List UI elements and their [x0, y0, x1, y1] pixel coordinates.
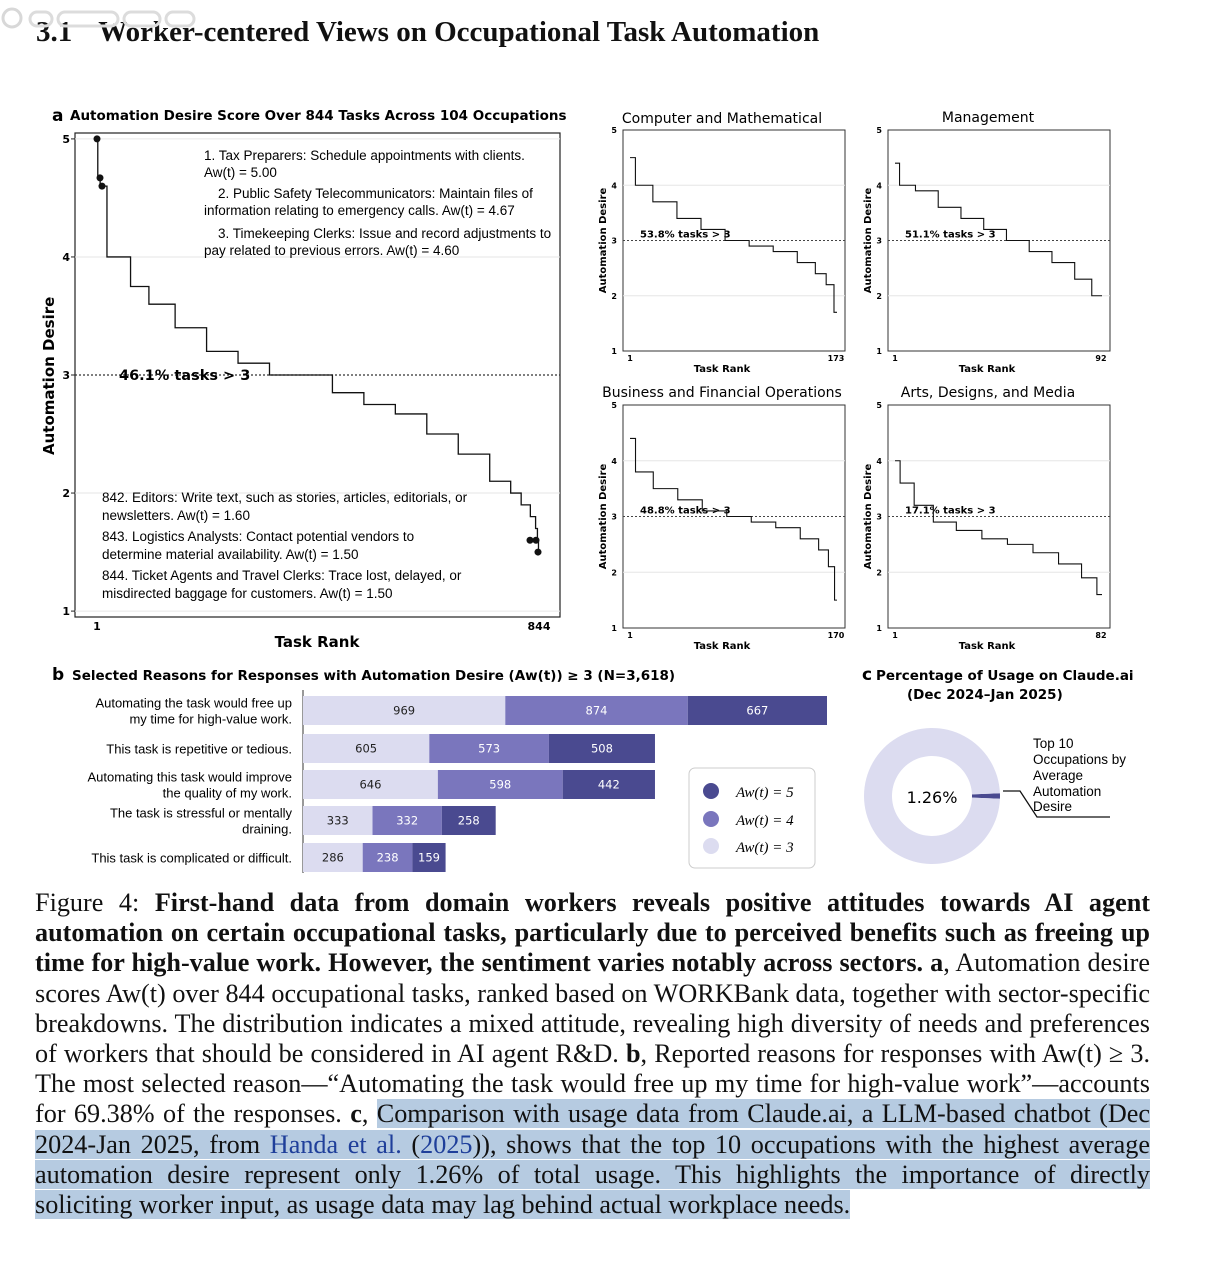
sector-ytick: 4: [611, 181, 617, 191]
panel-c-center-label: 1.26%: [906, 788, 958, 807]
sector-ytick: 3: [876, 236, 882, 246]
sector-title: Management: [941, 110, 1035, 126]
panel-a-marked-point: [99, 183, 106, 190]
caption-highlight: Comparison with usage data from Claude.ai, a LLM-based chatbot (Dec 2024-Jan 2025, from Handa et al. (2025)), shows that the top 10 occupations with the highest average automation desire represent only 1.26% of total usage. This highlights the importance of directly soliciting worker input, as usage data may lag behind actual workplace needs.: [35, 1099, 1151, 1220]
reason-bar-value: 286: [321, 850, 344, 865]
reason-bar-value: 508: [590, 741, 613, 756]
sector-line: [630, 438, 837, 600]
bottom-task-842-line2: newsletters. Aw(t) = 1.60: [102, 508, 250, 523]
panel-a-marked-point: [94, 135, 101, 142]
sector-panels: [598, 110, 1110, 652]
top-task-1-line1: 1. Tax Preparers: Schedule appointments with clients.: [204, 148, 525, 163]
sector-xtick-end: 170: [827, 631, 845, 640]
sector-panel: [863, 385, 1110, 652]
sector-panel: [598, 385, 845, 652]
panel-a-threshold-label: 46.1% tasks > 3: [119, 368, 251, 384]
top-task-2-line1: 2. Public Safety Telecommunicators: Maintain files of: [218, 186, 533, 201]
watermark-icon: [0, 0, 200, 36]
panel-a-xtick-end: 844: [527, 620, 551, 633]
panel-c-title-line2: (Dec 2024–Jan 2025): [907, 687, 1063, 703]
sector-xtick-start: 1: [627, 354, 633, 363]
reason-bar-value: 874: [585, 703, 608, 718]
top-task-3-line2: pay related to previous errors. Aw(t) = 4.60: [204, 243, 460, 258]
sector-ytick: 1: [876, 624, 882, 633]
sector-ylabel: Automation Desire: [863, 463, 874, 570]
reason-bar-value: 332: [396, 813, 419, 828]
reason-label: the quality of my work.: [162, 785, 292, 801]
citation-link-author[interactable]: Handa et al.: [269, 1129, 402, 1159]
top-task-3-line1: 3. Timekeeping Clerks: Issue and record adjustments to: [218, 226, 552, 241]
sector-ylabel: Automation Desire: [863, 187, 874, 294]
sector-ytick: 2: [611, 568, 617, 578]
legend-swatch-3: [703, 838, 719, 854]
panel-c-annotation: [1033, 736, 1126, 814]
sector-ytick: 1: [611, 624, 617, 633]
section-number: 3.1: [36, 16, 73, 48]
reason-bar-value: 605: [355, 741, 378, 756]
sector-xtick-start: 1: [892, 354, 898, 363]
reason-label: Automating the task would free up: [95, 695, 292, 711]
figure-caption: [35, 888, 1150, 1220]
panel-a-yticks: [62, 133, 75, 618]
panel-a-ylabel: Automation Desire: [40, 296, 58, 455]
caption-a-label: a: [930, 948, 944, 978]
panel-a-marked-point: [527, 537, 534, 544]
reason-bar-value: 159: [418, 850, 440, 865]
panel-a: [40, 106, 567, 651]
reason-bar-value: 258: [457, 813, 480, 828]
legend-label-5: Aw(t) = 5: [736, 785, 794, 801]
annotation-line-2: Occupations by: [1033, 752, 1127, 767]
sector-title: Business and Financial Operations: [602, 385, 842, 401]
legend-swatch-5: [703, 783, 719, 799]
caption-b-label: b: [625, 1039, 641, 1069]
reason-label: my time for high-value work.: [129, 711, 292, 727]
sector-ytick: 3: [611, 236, 617, 246]
annotation-line-1: Top 10: [1033, 736, 1074, 751]
sector-ytick: 1: [876, 347, 882, 356]
sector-xtick-start: 1: [627, 631, 633, 640]
top-task-1-line2: Aw(t) = 5.00: [204, 165, 277, 180]
sector-ytick: 5: [876, 126, 882, 135]
annotation-line-4: Automation: [1033, 784, 1102, 799]
sector-xlabel: Task Rank: [693, 364, 751, 375]
panel-a-ytick: 2: [62, 487, 70, 501]
sector-ytick: 2: [876, 568, 882, 578]
sector-threshold-label: 51.1% tasks > 3: [905, 229, 996, 241]
sector-ytick: 5: [876, 401, 882, 410]
section-title: Worker-centered Views on Occupational Task Automation: [98, 16, 820, 48]
reason-label: This task is complicated or difficult.: [91, 850, 292, 866]
reason-bar-value: 969: [393, 703, 416, 718]
panel-b-legend: [689, 768, 815, 868]
reason-bar-value: 646: [359, 777, 382, 792]
annotation-line-3: Average: [1033, 768, 1084, 783]
sector-xlabel: Task Rank: [958, 641, 1016, 652]
caption-c-text1: Comparison with usage data from Claude.ai, a LLM-based chatbot (Dec 2024-Jan 2025, from: [35, 1099, 1151, 1159]
panel-a-ytick: 3: [62, 369, 70, 382]
sector-threshold-label: 17.1% tasks > 3: [905, 505, 996, 517]
sector-ytick: 3: [876, 512, 882, 522]
sector-panel: [863, 110, 1110, 375]
panel-a-ytick: 1: [62, 605, 70, 619]
legend-label-3: Aw(t) = 3: [736, 840, 794, 856]
panel-c-letter: c: [862, 665, 873, 685]
reason-bar-value: 442: [597, 777, 620, 792]
panel-c-title-line1: Percentage of Usage on Claude.ai: [876, 668, 1134, 684]
sector-ylabel: Automation Desire: [598, 187, 609, 294]
bottom-task-844-line2: misdirected baggage for customers. Aw(t) = 1.50: [102, 586, 393, 601]
sector-line: [895, 461, 1102, 595]
panel-a-top-annotations: [204, 148, 551, 258]
reason-bar-value: 598: [489, 777, 512, 792]
reason-bar-value: 333: [326, 813, 349, 828]
reason-label: The task is stressful or mentally: [109, 805, 292, 821]
panel-c: [862, 665, 1134, 864]
panel-b-title: Selected Reasons for Responses with Automation Desire (Aw(t)) ≥ 3 (N=3,618): [72, 668, 676, 684]
annotation-line-5: Desire: [1033, 799, 1073, 814]
panel-b: [52, 665, 827, 873]
reason-bar-value: 573: [478, 741, 501, 756]
top-task-2-line2: information relating to emergency calls. Aw(t) = 4.67: [204, 203, 515, 218]
sector-ylabel: Automation Desire: [598, 463, 609, 570]
caption-a-text: , Automation desire scores Aw(t) over 844 occupational tasks, ranked based on WORKBank data, together with sector-specific breakdowns. The distribution indicates a mixed attitude, revealing high diversity of needs and preferences of workers that should be considered in AI agent R&D.: [35, 948, 1150, 1069]
bottom-task-843-line2: determine material availability. Aw(t) = 1.50: [102, 547, 359, 562]
reason-bar-value: 667: [746, 703, 769, 718]
panel-a-ytick: 4: [62, 250, 70, 264]
caption-b-text: , Reported reasons for responses with Aw(t) ≥ 3. The most selected reason—“Automating the task would free up my time for high-value work”—accounts for 69.38% of the responses.: [35, 1039, 1151, 1129]
sector-ytick: 5: [611, 401, 617, 410]
panel-a-bottom-annotations: [102, 490, 468, 601]
bottom-task-844-line1: 844. Ticket Agents and Travel Clerks: Trace lost, delayed, or: [102, 568, 462, 583]
citation-link-year[interactable]: 2025: [420, 1129, 473, 1159]
bottom-task-843-line1: 843. Logistics Analysts: Contact potential vendors to: [102, 529, 415, 544]
caption-bold-summary: First-hand data from domain workers reveals positive attitudes towards AI agent automation on certain occupational tasks, particularly due to perceived benefits such as freeing up time for high-value work. However, the sentiment varies notably across sectors.: [35, 888, 1151, 978]
bottom-task-842-line1: 842. Editors: Write text, such as stories, articles, editorials, or: [102, 490, 468, 505]
panel-a-xlabel: Task Rank: [274, 633, 360, 651]
panel-a-marked-point: [533, 537, 540, 544]
sector-ytick: 2: [611, 291, 617, 301]
sector-ytick: 2: [876, 291, 882, 301]
reason-bar-value: 238: [376, 850, 399, 865]
panel-a-marked-point: [535, 549, 542, 556]
sector-xtick-end: 92: [1095, 354, 1107, 363]
panel-a-xtick-start: 1: [93, 620, 101, 633]
reason-label: This task is repetitive or tedious.: [106, 741, 292, 757]
sector-title: Computer and Mathematical: [621, 111, 823, 127]
sector-threshold-label: 48.8% tasks > 3: [640, 505, 731, 517]
legend-label-4: Aw(t) = 4: [736, 813, 794, 829]
panel-a-ytick: 5: [62, 132, 70, 146]
sector-ytick: 4: [876, 456, 882, 466]
sector-xlabel: Task Rank: [958, 364, 1016, 375]
sector-xtick-end: 173: [827, 354, 845, 363]
sector-ytick: 4: [876, 181, 882, 191]
caption-c-text2: ), shows that the top 10 occupations with the highest average automation desire represent only 1.26% of total usage. This highlights the importance of directly soliciting worker input, as usage data may lag behind actual workplace needs.: [35, 1129, 1151, 1220]
panel-a-marked-point: [97, 174, 104, 181]
sector-xtick-start: 1: [892, 631, 898, 640]
sector-panel: [598, 111, 845, 375]
panel-a-title: Automation Desire Score Over 844 Tasks Across 104 Occupations: [70, 108, 567, 124]
panel-b-letter: b: [52, 665, 65, 685]
reason-label: draining.: [242, 821, 292, 837]
sector-ytick: 5: [611, 126, 617, 135]
sector-threshold-label: 53.8% tasks > 3: [640, 229, 731, 241]
caption-c-label: c: [350, 1099, 362, 1129]
caption-figure-label: Figure 4:: [35, 888, 140, 917]
sector-xlabel: Task Rank: [693, 641, 751, 652]
sector-ytick: 4: [611, 456, 617, 466]
sector-xtick-end: 82: [1095, 631, 1107, 640]
legend-swatch-4: [703, 811, 719, 827]
reason-label: Automating this task would improve: [87, 769, 292, 785]
panel-a-letter: a: [52, 106, 64, 126]
sector-ytick: 3: [611, 512, 617, 522]
sector-ytick: 1: [611, 347, 617, 356]
sector-title: Arts, Designs, and Media: [900, 385, 1076, 401]
caption-c-comma: ,: [361, 1099, 369, 1129]
